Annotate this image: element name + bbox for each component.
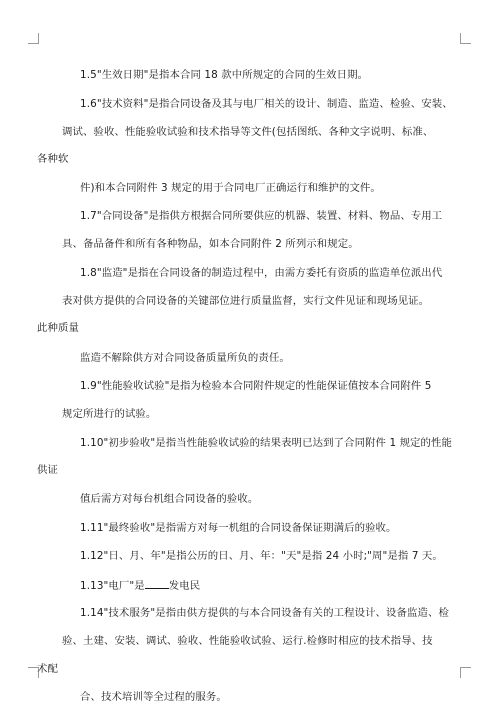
- text-line-8: 1.8"监造"是指在合同设备的制造过程中，由需方委托有资质的监造单位派出代: [80, 267, 443, 279]
- text-line-15: 供证: [37, 464, 58, 476]
- text-line-2: 1.6"技术资料"是指合同设备及其与电厂相关的设计、制造、监造、检验、安装、: [80, 98, 453, 110]
- text-line-18: 1.12"日、月、年"是指公历的日、月、年："天"是指 24 小时;"周"是指 7 天。: [80, 550, 443, 562]
- text-line-20: 1.14"技术服务"是指由供方提供的与本合同设备有关的工程设计、设备监造、检: [80, 607, 449, 619]
- text-line-14: 1.10"初步验收"是指当性能验收试验的结果表明已达到了合同附件 1 规定的性能: [80, 437, 453, 449]
- fill-in-blank: [145, 577, 169, 589]
- crop-mark-bottom-right: [460, 667, 471, 678]
- text-line-4: 各种软: [37, 153, 69, 165]
- text-line-10: 此种质量: [37, 322, 79, 334]
- text-line-3: 调试、验收、性能验收试验和技术指导等文件(包括图纸、各种文字说明、标准、: [62, 126, 434, 138]
- crop-mark-top-right: [460, 33, 471, 44]
- text-line-23: 合、技术培训等全过程的服务。: [80, 691, 227, 703]
- text-line-22: 术配: [37, 663, 58, 675]
- text-line-1: 1.5"生效日期"是指本合同 18 款中所规定的合同的生效日期。: [80, 69, 369, 81]
- text-line-12: 1.9"性能验收试验"是指为检验本合同附件规定的性能保证值按本合同附件 5: [80, 380, 432, 392]
- text-line-19: [80, 577, 200, 593]
- text-line-13: 规定所进行的试验。: [62, 408, 157, 420]
- text-line-16: 值后需方对每台机组合同设备的验收。: [80, 493, 259, 505]
- text-line-19-start: 1.13"电厂"是: [80, 580, 145, 592]
- text-line-6: 1.7"合同设备"是指供方根据合同所要供应的机器、装置、材料、物品、专用工: [80, 210, 443, 222]
- text-line-19-end: 发电民: [168, 580, 201, 592]
- text-line-7: 具、备品备件和所有各种物品，如本合同附件 2 所列示和规定。: [62, 238, 359, 250]
- text-line-9: 表对供方提供的合同设备的关键部位进行质量监督，实行文件见证和现场见证。: [62, 295, 430, 307]
- text-line-21: 验、土建、安装、调试、验收、性能验收试验、运行.检修时相应的技术指导、技: [62, 635, 433, 647]
- text-line-17: 1.11"最终验收"是指需方对每一机组的合同设备保证期满后的验收。: [80, 522, 397, 534]
- text-line-5: 件)和本合同附件 3 规定的用于合同电厂正确运行和维护的文件。: [80, 182, 381, 194]
- crop-mark-top-left: [28, 33, 39, 44]
- text-line-11: 监造不解除供方对合同设备质量所负的责任。: [80, 352, 290, 364]
